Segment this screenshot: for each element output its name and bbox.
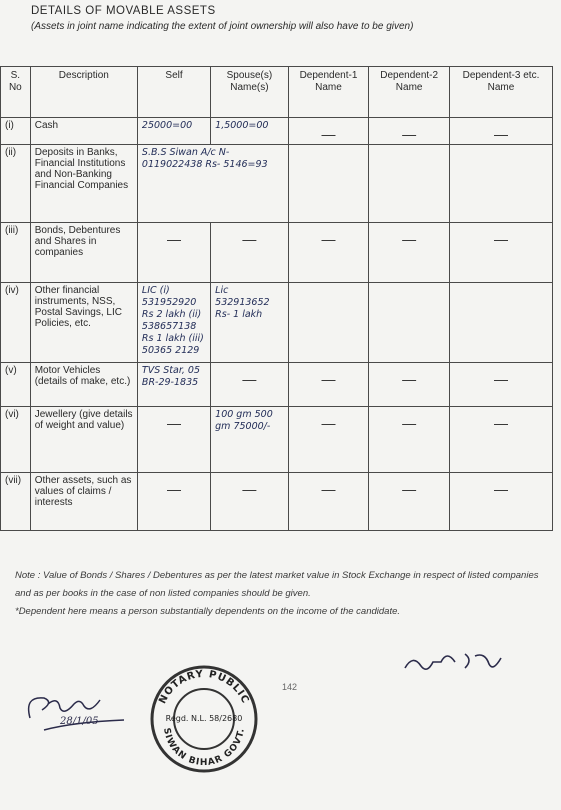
row-dependent-1-value: — xyxy=(288,473,369,531)
section-heading: DETAILS OF MOVABLE ASSETS xyxy=(31,5,216,17)
row-sno: (iv) xyxy=(1,283,31,363)
row-sno: (v) xyxy=(1,363,31,407)
row-dependent-1-value xyxy=(288,283,369,363)
row-dependent-2-value: — xyxy=(369,407,450,473)
page-number: 142 xyxy=(282,682,298,692)
candidate-signature xyxy=(400,648,520,682)
col-header-dependent-1: Dependent-1 Name xyxy=(288,67,369,118)
row-sno: (vii) xyxy=(1,473,31,531)
notary-signature xyxy=(20,678,130,738)
valuation-note: Note : Value of Bonds / Shares / Debentures as per the latest market value in Stock Exchange in respect of listed companies and as per books in the case of non listed companies should be given. xyxy=(15,570,539,599)
row-self-value: 25000=00 xyxy=(137,118,210,145)
row-dependent-1-value xyxy=(288,145,369,223)
row-spouse-value: — xyxy=(211,473,288,531)
row-description: Jewellery (give details of weight and value) xyxy=(30,407,137,473)
row-dependent-3-value: — xyxy=(449,118,552,145)
row-self-value: — xyxy=(137,223,210,283)
dependent-note: *Dependent here means a person substantially dependents on the income of the candidate. xyxy=(15,606,401,617)
table-row xyxy=(1,223,553,283)
row-dependent-1-value: — xyxy=(288,223,369,283)
row-self-value: — xyxy=(137,407,210,473)
movable-assets-table xyxy=(0,66,553,531)
row-self-value: TVS Star, 05 BR-29-1835 xyxy=(137,363,210,407)
row-description: Motor Vehicles (details of make, etc.) xyxy=(30,363,137,407)
col-header-dependent-2: Dependent-2 Name xyxy=(369,67,450,118)
row-dependent-2-value xyxy=(369,145,450,223)
row-spouse-value: — xyxy=(211,223,288,283)
col-header-description: Description xyxy=(30,67,137,118)
row-spouse-value: Lic 532913652 Rs- 1 lakh xyxy=(211,283,288,363)
row-dependent-2-value: — xyxy=(369,363,450,407)
row-spouse-value: — xyxy=(211,363,288,407)
col-header-dependent-3: Dependent-3 etc. Name xyxy=(449,67,552,118)
table-row xyxy=(1,473,553,531)
row-description: Deposits in Banks, Financial Institutions and Non-Banking Financial Companies xyxy=(30,145,137,223)
row-description: Cash xyxy=(30,118,137,145)
row-dependent-2-value: — xyxy=(369,223,450,283)
svg-text:SIWAN BIHAR GOVT.: SIWAN BIHAR GOVT. xyxy=(161,727,247,769)
table-header-row xyxy=(1,67,553,118)
row-description: Other financial instruments, NSS, Postal Savings, LIC Policies, etc. xyxy=(30,283,137,363)
col-header-sno: S. No xyxy=(1,67,31,118)
row-sno: (i) xyxy=(1,118,31,145)
row-dependent-3-value xyxy=(449,145,552,223)
signature-date: 28/1/05 xyxy=(60,716,99,727)
row-dependent-2-value xyxy=(369,283,450,363)
row-sno: (vi) xyxy=(1,407,31,473)
row-dependent-1-value: — xyxy=(288,407,369,473)
table-row xyxy=(1,118,553,145)
notary-seal-icon xyxy=(148,663,260,775)
row-description: Bonds, Debentures and Shares in companies xyxy=(30,223,137,283)
row-dependent-3-value: — xyxy=(449,407,552,473)
row-self-value: — xyxy=(137,473,210,531)
table-row xyxy=(1,407,553,473)
col-header-self: Self xyxy=(137,67,210,118)
row-spouse-value: 1,5000=00 xyxy=(211,118,288,145)
row-dependent-3-value: — xyxy=(449,363,552,407)
row-dependent-3-value: — xyxy=(449,473,552,531)
row-sno: (iii) xyxy=(1,223,31,283)
svg-text:NOTARY PUBLIC: NOTARY PUBLIC xyxy=(157,668,251,706)
table-row xyxy=(1,283,553,363)
row-self-value: S.B.S Siwan A/c N- 0119022438 Rs- 5146=93 xyxy=(137,145,288,223)
table-row xyxy=(1,363,553,407)
row-dependent-2-value: — xyxy=(369,118,450,145)
row-description: Other assets, such as values of claims / interests xyxy=(30,473,137,531)
section-subheading: (Assets in joint name indicating the extent of joint ownership will also have to be given) xyxy=(31,21,414,32)
row-dependent-1-value: — xyxy=(288,118,369,145)
row-dependent-2-value: — xyxy=(369,473,450,531)
stamp-registration: Regd. N.L. 58/2680 xyxy=(165,714,243,723)
col-header-spouse: Spouse(s) Name(s) xyxy=(211,67,288,118)
table-row xyxy=(1,145,553,223)
row-spouse-value: 100 gm 500 gm 75000/- xyxy=(211,407,288,473)
row-dependent-3-value xyxy=(449,283,552,363)
row-self-value: LIC (i) 531952920 Rs 2 lakh (ii) 538657138 Rs 1 lakh (iii) 50365 2129 xyxy=(137,283,210,363)
row-dependent-3-value: — xyxy=(449,223,552,283)
row-dependent-1-value: — xyxy=(288,363,369,407)
notary-stamp xyxy=(148,663,260,775)
row-sno: (ii) xyxy=(1,145,31,223)
